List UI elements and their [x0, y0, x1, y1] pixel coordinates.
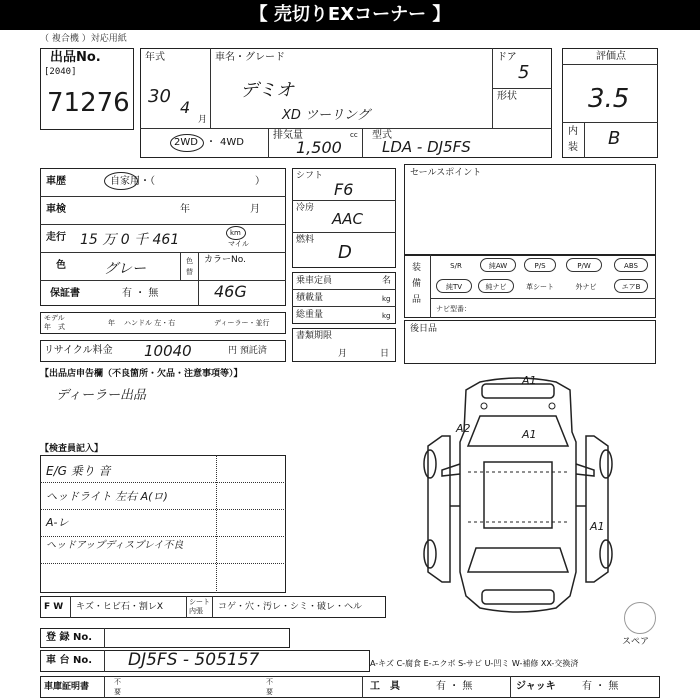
model-label: 車名・グレード	[215, 52, 285, 63]
fuel-label: 燃料	[296, 235, 315, 245]
displacement-value: 1,500	[296, 138, 342, 157]
equip-sr: S/R	[450, 262, 462, 270]
fw-text: キズ・ヒビ石・割レX	[76, 602, 163, 612]
type-code-value: LDA - DJ5FS	[382, 138, 471, 156]
inspection-year: 年	[180, 204, 190, 215]
inspector-notes-label: 【検査員記入】	[40, 444, 104, 454]
ac-value: AAC	[332, 210, 363, 228]
diagram-mark-1: A1	[522, 374, 537, 387]
mileage-value: 15 万 0 千 461	[80, 232, 180, 248]
banner-title: 【 売切りEXコーナー 】	[249, 4, 451, 25]
tools-options: 有 ・ 無	[436, 681, 473, 692]
color-code-label: カラーNo.	[204, 255, 246, 265]
seller-notes-text: ディーラー出品	[56, 388, 146, 403]
equip-aw: 純AW	[480, 258, 516, 272]
doors-label: ドア	[497, 52, 517, 63]
mileage-label: 走行	[46, 232, 66, 243]
seller-notes-label: 【出品店申告欄（不良箇所・欠品・注意事項等）】	[40, 369, 243, 379]
history-label: 車歴	[46, 176, 66, 187]
sales-point-label: セールスポイント	[410, 168, 482, 178]
year-month-unit: 月	[198, 115, 208, 125]
seat-text: コゲ・穴・汚レ・シミ・破レ・ヘル	[218, 602, 363, 612]
aftermarket-label: 後日品	[410, 324, 438, 334]
load-label: 積載量	[296, 293, 324, 303]
damage-legend: A-キズ C-腐食 E-エクボ S-サビ U-凹ミ W-補修 XX-交換済	[370, 659, 579, 668]
score-value: 3.5	[588, 84, 630, 114]
inspector-line-2: ヘッドライト 左右 A(ロ)	[46, 490, 168, 503]
diagram-mark-3: A1	[522, 428, 537, 441]
color-code-value: 46G	[214, 282, 247, 301]
permit-label: 車庫証明書	[44, 682, 90, 692]
inspector-line-1: E/G 乗り 音	[46, 464, 111, 478]
diagram-mark-2: A2	[456, 422, 471, 435]
form-subheader: （ 複合機 ）対応用紙	[40, 34, 127, 44]
model-year-label-2: 年 式	[44, 323, 65, 331]
equipment-label-3: 品	[412, 295, 422, 305]
inspection-month: 月	[250, 204, 260, 215]
drive-sep: ・	[206, 137, 216, 148]
history-close: ）	[255, 176, 265, 187]
tools-label: 工 具	[370, 681, 400, 692]
navi-type-label: ナビ型番：	[436, 305, 471, 313]
shift-label: シフト	[296, 171, 324, 181]
equip-ext-navi: 外ナビ	[575, 283, 597, 291]
displacement-unit: cc	[350, 131, 358, 139]
mileage-unit-km: km	[230, 229, 241, 237]
spare-tire-circle	[624, 602, 656, 634]
chassis-label: 車 台 No.	[46, 655, 93, 666]
aftermarket-box	[404, 320, 656, 364]
score-label: 評価点	[596, 51, 626, 62]
color-change-1: 色	[186, 257, 193, 265]
drive-opt2: 4WD	[220, 137, 244, 148]
shape-label: 形状	[497, 91, 517, 102]
diagram-mark-4: A1	[590, 520, 605, 533]
equipment-label-2: 備	[412, 279, 422, 289]
model-year-dealer: ディーラー・並行	[214, 319, 270, 327]
recycle-value: 10040	[144, 342, 192, 360]
interior-label-2: 装	[568, 142, 578, 153]
load-unit: kg	[382, 295, 391, 303]
permit-opt-1: 不	[114, 678, 121, 686]
color-change-2: 替	[186, 268, 193, 276]
equip-tv: 純TV	[436, 279, 472, 293]
registration-label: 登 録 No.	[46, 632, 93, 643]
lot-label: 出品No.	[50, 50, 101, 65]
color-value: グレー	[104, 261, 146, 277]
warranty-options: 有 ・ 無	[122, 288, 159, 299]
fuel-value: D	[338, 242, 352, 263]
lot-number: 71276	[47, 88, 130, 118]
seat-label-1: シート	[189, 598, 210, 606]
document-deadline-label: 書類期限	[296, 331, 333, 341]
year-label: 年式	[145, 52, 165, 63]
permit-opt-3: 不	[266, 678, 273, 686]
inspection-label: 車検	[46, 204, 66, 215]
riders-unit: 名	[382, 276, 392, 286]
riders-label: 乗車定員	[296, 276, 333, 286]
model-grade: XD ツーリング	[282, 108, 370, 123]
gross-label: 総重量	[296, 310, 324, 320]
document-deadline-day: 日	[380, 349, 390, 359]
year-month-value: 4	[180, 98, 191, 117]
equip-leather: 革シート	[526, 283, 554, 291]
warranty-label: 保証書	[50, 288, 80, 299]
model-year-year: 年	[108, 319, 115, 327]
permit-opt-2: 要	[114, 688, 121, 696]
jack-label: ジャッキ	[516, 681, 556, 692]
model-name: デミオ	[240, 80, 294, 101]
model-year-handle: ハンドル 左・右	[124, 319, 176, 327]
doors-value: 5	[518, 62, 530, 83]
equip-airbag: エアB	[614, 279, 648, 293]
recycle-unit: 円 預託済	[228, 346, 267, 356]
fw-label: F W	[44, 602, 64, 612]
gross-unit: kg	[382, 312, 391, 320]
history-value: 自家用・（	[110, 176, 155, 187]
color-label: 色	[56, 260, 66, 271]
equip-abs: ABS	[614, 258, 648, 272]
shift-value: F6	[334, 180, 354, 199]
model-year-label-1: モデル	[44, 314, 65, 322]
displacement-label: 排気量	[273, 130, 303, 141]
lot-tag: [2040]	[44, 67, 77, 77]
inspector-line-3: A-レ	[46, 516, 69, 529]
footer-box	[40, 676, 660, 698]
seat-label-2: 内張	[189, 607, 203, 615]
equip-navi: 純ナビ	[478, 279, 514, 293]
interior-label-1: 内	[568, 126, 578, 137]
jack-options: 有 ・ 無	[582, 681, 619, 692]
drive-opt1: 2WD	[174, 137, 198, 148]
spare-label: スペア	[622, 637, 650, 647]
mileage-unit-mile: マイル	[228, 240, 249, 248]
interior-value: B	[608, 128, 621, 149]
equipment-label-1: 装	[412, 263, 422, 273]
permit-opt-4: 要	[266, 688, 273, 696]
chassis-value: DJ5FS - 505157	[128, 650, 260, 670]
year-value: 30	[148, 86, 171, 107]
recycle-label: リサイクル料金	[44, 345, 113, 356]
equip-pw: P/W	[566, 258, 602, 272]
vehicle-damage-diagram	[420, 372, 616, 624]
type-code-label: 型式	[372, 130, 392, 141]
inspector-line-4: ヘッドアップディスプレイ不良	[46, 540, 184, 551]
ac-label: 冷房	[296, 203, 315, 213]
document-deadline-month: 月	[338, 349, 348, 359]
equip-ps: P/S	[524, 258, 556, 272]
